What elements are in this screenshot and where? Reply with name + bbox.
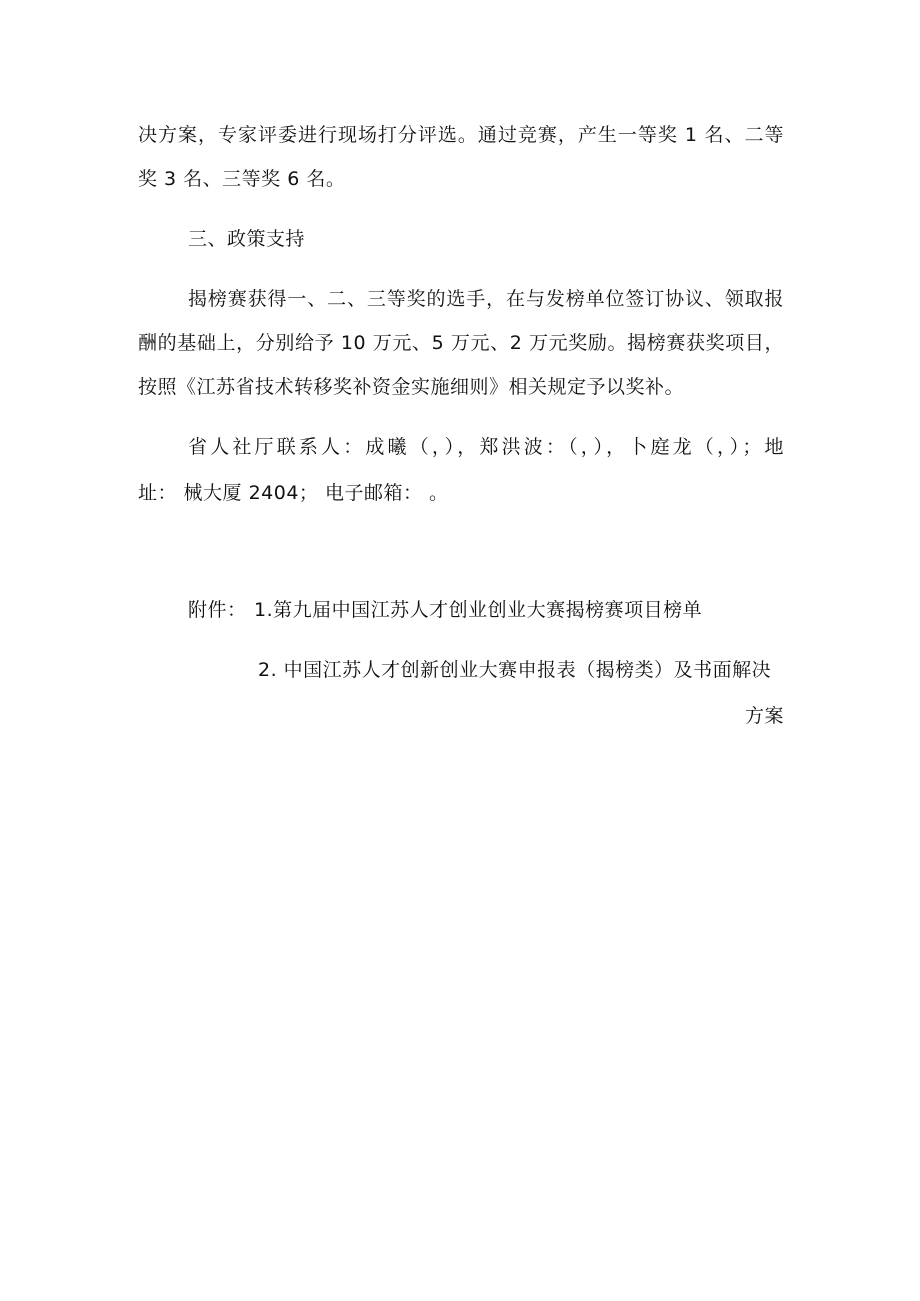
section-heading-policy-support: 三、政策支持 (188, 228, 306, 250)
attachment-item-2-line-2: 方案 (744, 705, 784, 727)
contact-line-2: 址： 械大厦 2404； 电子邮箱： 。 (138, 482, 449, 504)
attachment-item-1: 1.第九届中国江苏人才创业创业大赛揭榜赛项目榜单 (254, 599, 703, 621)
paragraph-3-line-1: 揭榜赛获得一、二、三等奖的选手，在与发榜单位签订协议、领取报 (188, 288, 784, 310)
paragraph-3-line-3: 按照《江苏省技术转移奖补资金实施细则》相关规定予以奖补。 (138, 376, 685, 398)
paragraph-1-line-2: 奖 3 名、三等奖 6 名。 (138, 168, 346, 190)
paragraph-1-line-1: 决方案，专家评委进行现场打分评选。通过竞赛，产生一等奖 1 名、二等 (138, 124, 784, 146)
attachment-item-2-line-1: 2. 中国江苏人才创新创业大赛申报表（揭榜类）及书面解决 (258, 659, 772, 681)
paragraph-3-line-2: 酬的基础上，分别给予 10 万元、5 万元、2 万元奖励。揭榜赛获奖项目， (138, 332, 784, 354)
attachments-label: 附件： (188, 599, 247, 621)
contact-line-1: 省人社厅联系人：成曦（，），郑洪波：（，），卜庭龙（，）；地 (188, 436, 784, 458)
